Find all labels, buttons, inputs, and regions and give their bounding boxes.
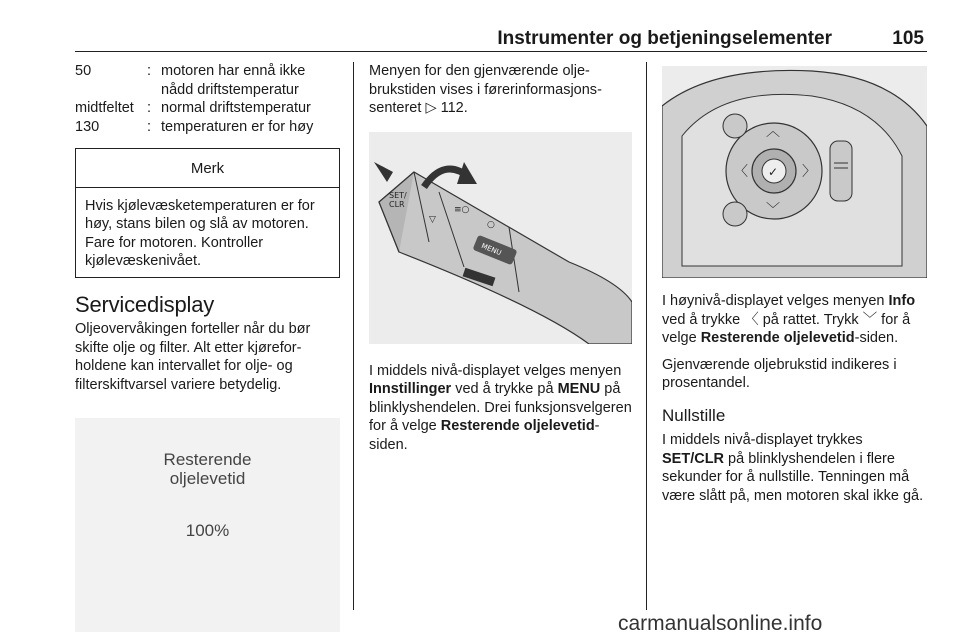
note-box (75, 148, 340, 278)
mid-level-instruction (369, 362, 632, 455)
chevron-left-icon: 〈 (744, 311, 759, 328)
note-title: Merk (76, 149, 339, 188)
ok-check-icon: ✓ (768, 165, 779, 179)
page-ref: 112. (436, 100, 468, 116)
temp-value: temperaturen er for høy (161, 118, 314, 135)
page-header (75, 22, 927, 52)
column-left (75, 62, 340, 632)
column-middle (369, 62, 632, 462)
oil-life-display (75, 418, 340, 632)
temp-value: motoren har ennå ikke nådd driftstemperatur (161, 63, 306, 98)
text: ved å trykke på (451, 381, 558, 397)
left-arrow-icon: 〈 (734, 164, 748, 180)
table-row (75, 62, 340, 99)
set-clr-label: SET/ CLR (389, 190, 407, 209)
colon: : (147, 118, 152, 135)
note-body: Hvis kjølevæsketemperaturen er for høy, stans bilen og slå av motoren. Fare for motoren. Kontroller kjølevæskenivået. (85, 197, 315, 269)
bold-term: MENU (557, 381, 601, 397)
temp-key: 130 (75, 118, 100, 135)
bold-term: SET/CLR (662, 450, 725, 467)
text: på blinklyshendelen i flere sekunder for å nullstille. Tenningen må være slått på, men motoren skal ikke gå. (662, 450, 924, 504)
light-symbol: ≡○ (454, 204, 470, 215)
text: I høynivå-displayet velges menyen (662, 293, 889, 309)
section-heading: Servicedisplay (75, 291, 215, 317)
text: for å velge (662, 311, 911, 346)
temp-key: 50 (75, 63, 92, 79)
bold-term: Info (888, 293, 916, 309)
temp-value: normal driftstemperatur (161, 100, 311, 116)
text: I middels nivå-displayet velges menyen (369, 362, 622, 379)
display-title-line2: oljelevetid (169, 469, 246, 488)
turn-signal-lever-illustration (369, 132, 632, 344)
temp-key: midtfeltet (75, 100, 134, 116)
remaining-oil-text: Gjenværende oljebrukstid indikeres i prosentandel. (662, 356, 897, 391)
column-divider (353, 62, 354, 610)
menu-intro (369, 62, 632, 118)
bold-term: Innstillinger (369, 381, 452, 397)
table-row (75, 99, 340, 118)
temperature-table (75, 62, 340, 136)
display-title-line1: Resterende (163, 450, 252, 469)
menu-label: MENU (480, 241, 503, 257)
watermark: carmanualsonline.info (618, 612, 823, 635)
auto-light-symbol: ○ (487, 219, 495, 230)
column-divider (646, 62, 647, 610)
text: på rattet. Trykk (758, 311, 863, 328)
bold-term: Resterende oljelevetid (440, 418, 595, 434)
reset-instruction (662, 431, 927, 505)
high-level-instruction (662, 292, 927, 348)
page-title: Instrumenter og betjeningselementer (497, 28, 832, 49)
chevron-down-icon: ﹀ (862, 311, 878, 328)
up-arrow-icon: ︿ (766, 124, 780, 140)
display-title (75, 450, 340, 488)
text: -siden. (854, 330, 899, 346)
text: -siden. (369, 418, 600, 453)
colon: : (147, 63, 152, 79)
text: I middels nivå-displayet trykkes (662, 432, 863, 448)
menu-intro-text: Menyen for den gjenværende oljebrukstiden vises i førerinformasjonssenteret (369, 63, 602, 116)
text: på blinklyshendelen. Drei funksjonsvelgeren for å velge (369, 381, 632, 434)
colon: : (147, 100, 152, 116)
right-arrow-icon: 〉 (802, 164, 816, 180)
page-number: 105 (892, 28, 924, 49)
text: ved å trykke (662, 311, 745, 328)
service-intro: Oljeovervåkingen forteller når du bør skifte olje og filter. Alt etter kjøreforholdene kan intervallet for olje- og filterskiftvarsel variere betydelig. (75, 321, 311, 393)
down-arrow-icon: ﹀ (766, 202, 780, 218)
wiper-symbol: ▽ (429, 214, 436, 225)
steering-wheel-controls-illustration (662, 66, 927, 278)
table-row (75, 118, 340, 137)
reset-heading: Nullstille (662, 405, 726, 425)
column-right (662, 62, 927, 513)
display-value: 100% (185, 521, 230, 540)
page-ref-icon: ▷ (425, 100, 437, 116)
bold-term: Resterende oljelevetid (700, 330, 855, 346)
